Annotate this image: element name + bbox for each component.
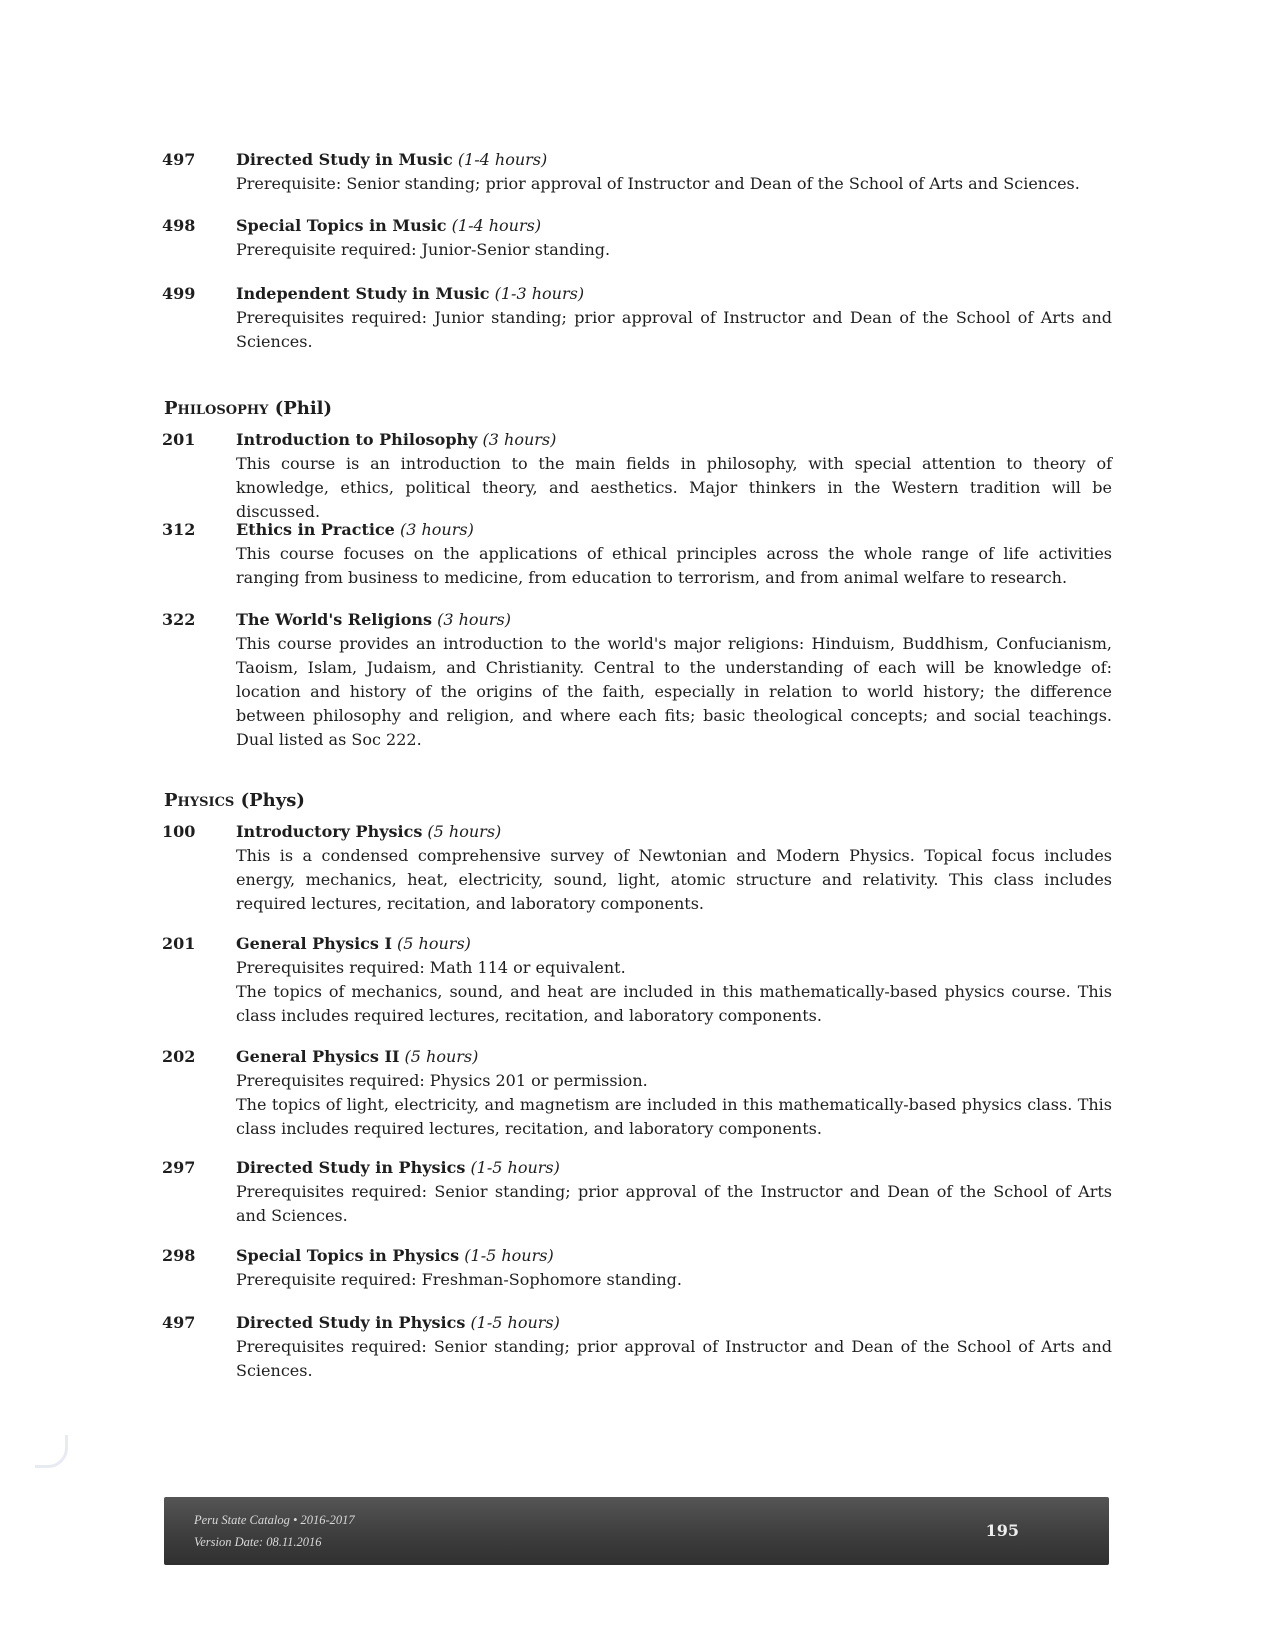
course-hours: (3 hours) — [437, 610, 511, 629]
course-description: This course provides an introduction to the world's major religions: Hinduism, Buddhism, Confucianism, Taoism, Islam, Judaism, and Christianity. Central to the understanding of each will be knowledge of: location and history of the origins of the faith, especially in relation to world history; the difference between philosophy and religion, and where each fits; basic theological concepts; and social teachings. Dual listed as Soc 222. — [236, 634, 1112, 749]
course-phys-201 — [162, 932, 1112, 1028]
course-hours: (1-5 hours) — [464, 1246, 554, 1265]
page-footer — [164, 1497, 1109, 1565]
course-title: General Physics I — [236, 934, 392, 953]
course-hours: (5 hours) — [397, 934, 471, 953]
course-description: Prerequisite: Senior standing; prior approval of Instructor and Dean of the School of Arts and Sciences. — [236, 174, 1080, 193]
course-number: 297 — [162, 1158, 196, 1177]
course-hours: (1-4 hours) — [457, 150, 548, 169]
course-phil-312 — [162, 518, 1112, 590]
section-heading-physics — [164, 789, 305, 813]
course-phys-297 — [162, 1156, 1112, 1228]
course-phys-298 — [162, 1244, 1112, 1292]
course-number: 201 — [162, 934, 196, 953]
course-music-498 — [162, 214, 1112, 262]
course-description: Prerequisite required: Freshman-Sophomore standing. — [236, 1270, 683, 1289]
course-hours: (5 hours) — [404, 1047, 479, 1066]
course-title: Independent Study in Music — [236, 284, 490, 303]
course-hours: (3 hours) — [482, 430, 557, 449]
section-name: Philosophy — [164, 398, 269, 419]
course-number: 201 — [162, 430, 196, 449]
course-hours: (3 hours) — [399, 520, 474, 539]
course-number: 312 — [162, 520, 196, 539]
course-phys-497 — [162, 1311, 1112, 1383]
course-description: Prerequisites required: Senior standing; prior approval of the Instructor and Dean of the School of Arts and Sciences. — [236, 1182, 1112, 1225]
course-number: 322 — [162, 610, 196, 629]
course-description: Prerequisite required: Junior-Senior standing. — [236, 240, 611, 259]
course-title: The World's Religions — [236, 610, 433, 629]
course-hours: (1-5 hours) — [470, 1158, 560, 1177]
course-title: General Physics II — [236, 1047, 400, 1066]
course-prerequisite: Prerequisites required: Physics 201 or permission. — [236, 1071, 648, 1090]
course-description: Prerequisites required: Senior standing; prior approval of Instructor and Dean of the School of Arts and Sciences. — [236, 1337, 1112, 1380]
course-number: 497 — [162, 150, 196, 169]
course-title: Special Topics in Music — [236, 216, 447, 235]
section-abbr: (Phys) — [240, 790, 305, 811]
course-description: This is a condensed comprehensive survey of Newtonian and Modern Physics. Topical focus includes energy, mechanics, heat, electricity, sound, light, atomic structure and relativity. This class includes required lectures, recitation, and laboratory components. — [236, 846, 1112, 913]
course-number: 298 — [162, 1246, 196, 1265]
course-description: This course focuses on the applications of ethical principles across the whole range of life activities ranging from business to medicine, from education to terrorism, and from animal welfare to research. — [236, 544, 1112, 587]
course-hours: (1-4 hours) — [451, 216, 542, 235]
course-title: Directed Study in Physics — [236, 1313, 466, 1332]
course-phys-202 — [162, 1045, 1112, 1141]
course-number: 100 — [162, 822, 196, 841]
course-title: Directed Study in Physics — [236, 1158, 466, 1177]
section-heading-philosophy — [164, 397, 332, 421]
course-description: Prerequisites required: Junior standing; prior approval of Instructor and Dean of the School of Arts and Sciences. — [236, 308, 1112, 351]
footer-version-date: Version Date: 08.11.2016 — [194, 1535, 322, 1549]
course-title: Special Topics in Physics — [236, 1246, 460, 1265]
course-number: 202 — [162, 1047, 196, 1066]
course-title: Ethics in Practice — [236, 520, 395, 539]
course-title: Directed Study in Music — [236, 150, 453, 169]
course-title: Introduction to Philosophy — [236, 430, 478, 449]
page-number: 195 — [985, 1521, 1019, 1540]
footer-catalog-title: Peru State Catalog • 2016-2017 — [194, 1513, 355, 1527]
course-number: 499 — [162, 284, 196, 303]
section-name: Physics — [164, 790, 235, 811]
course-title: Introductory Physics — [236, 822, 423, 841]
course-number: 497 — [162, 1313, 196, 1332]
course-hours: (5 hours) — [427, 822, 502, 841]
course-hours: (1-3 hours) — [494, 284, 585, 303]
course-phys-100 — [162, 820, 1112, 916]
course-phil-201 — [162, 428, 1112, 524]
course-phil-322 — [162, 608, 1112, 752]
course-description: This course is an introduction to the main fields in philosophy, with special attention to theory of knowledge, ethics, political theory, and aesthetics. Major thinkers in the Western tradition will be discussed. — [236, 454, 1112, 521]
course-description: The topics of light, electricity, and magnetism are included in this mathematically-based physics class. This class includes required lectures, recitation, and laboratory components. — [236, 1095, 1112, 1138]
scan-binding-mark — [35, 1435, 68, 1468]
course-music-497 — [162, 148, 1112, 196]
course-description: The topics of mechanics, sound, and heat are included in this mathematically-based physics course. This class includes required lectures, recitation, and laboratory components. — [236, 982, 1112, 1025]
course-music-499 — [162, 282, 1112, 354]
course-prerequisite: Prerequisites required: Math 114 or equivalent. — [236, 958, 626, 977]
course-hours: (1-5 hours) — [470, 1313, 560, 1332]
section-abbr: (Phil) — [274, 398, 333, 419]
course-number: 498 — [162, 216, 196, 235]
